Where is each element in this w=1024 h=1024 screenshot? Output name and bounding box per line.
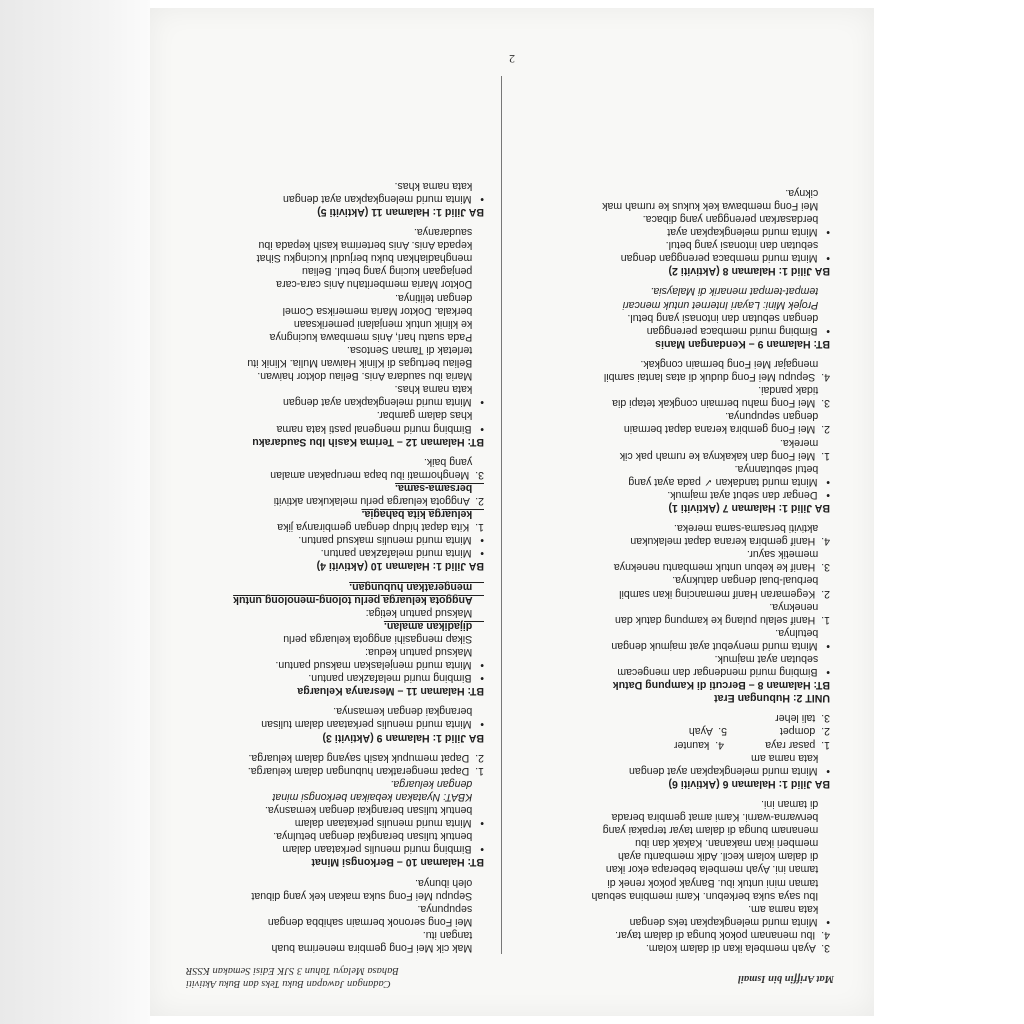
header-book-line-2: Bahasa Melayu Tahun 3 SJK Edisi Semakan KSSR [186,965,399,976]
text-line: • Bimbing murid membaca perenggan [646,324,830,337]
text-line: Maria ibu saudara Anis. Beliau doktor haiwan. [257,370,484,383]
text-line: • Bimbing murid mendengar dan mengecam [617,666,830,679]
text-line: • Minta murid menyebut ayat majmuk dengan [611,639,830,652]
text-line: mengeratkan hubungan. [349,580,484,593]
text-line: 1. pasar raya 4. kaunter [673,738,830,751]
text-line: 4. Ibu menanam pokok bunga di dalam tayar. [615,928,830,941]
section-gap [166,697,484,704]
section-gap [512,514,830,521]
text-line: betulnya. [775,626,830,639]
text-line: betul sebutannya. [734,462,830,475]
text-line: tidak pandai. [758,384,830,397]
text-line: terletak di Taman Sentosa. [346,343,484,356]
text-line: • Minta murid melengkapkan ayat dengan [283,396,484,409]
text-line: BT: Halaman 10 – Berkongsi Minat [311,856,484,869]
text-line: kata nama am [751,751,830,764]
text-line: sebutan ayat majmuk. [714,653,830,666]
text-line: 3. Mei Fong mahu bermain congkak tetapi dia [612,397,830,410]
text-line: berdasarkan perenggan yang dibaca. [642,213,830,226]
text-line: 4. Hanif gembira kerana dapat melakukan [630,535,830,548]
section-gap [166,868,484,875]
text-line: BT: Halaman 11 – Mesranya Keluarga [297,685,484,698]
text-line: kata nama khas. [394,179,484,192]
text-line: Projek Mini: Layari Internet untuk mencari [622,298,830,311]
text-line: BA Jilid 1: Halaman 10 (Aktiviti 4) [316,560,484,573]
text-line: dengan sebutan dan intonasi yang betul. [627,311,830,324]
text-line: tangan itu. [422,928,484,941]
text-line: kata nama am. [748,902,830,915]
text-line: yang baik. [423,455,484,468]
text-line: khas dalam gambar. [376,409,484,422]
text-line: 1. Hanif selalu pulang ke kampung datuk dan [615,613,830,626]
text-line: BT: Halaman 8 – Bercuti di Kampung Datuk [612,679,830,692]
text-line: berangkai dengan kemasnya. [333,705,484,718]
text-line: • Minta murid menulis perkataan dalam tulisan [261,718,484,731]
text-line: • Minta murid tandakan ✓ pada ayat yang [628,475,830,488]
text-line: berkala. Doktor Maria memeriksa Comel [282,304,484,317]
text-line: • Minta murid melengkapkan ayat dengan [629,764,830,777]
text-line: aktiviti bersama-sama mereka. [673,522,830,535]
right-text-column [166,74,484,954]
text-line: • Minta murid menjelaskan maksud pantun. [275,659,484,672]
text-line: taman ini. Ayah membela beberapa ekor ikan [605,863,830,876]
text-line: • Minta murid melafazkan pantun. [320,547,484,560]
text-line: 2. dompet 5. Ayah [688,725,830,738]
section-gap [512,704,830,711]
binding-gutter [0,0,150,1024]
text-line: neneknya. [769,600,830,613]
text-line: UNIT 2: Hubungan Erat [714,692,830,705]
page-header [186,950,834,990]
text-line: Mak cik Mei Fong gembira menerima buah [271,942,484,954]
text-line: sepupunya. [417,902,484,915]
section-gap [166,448,484,455]
text-line: • Bimbing murid mengenal pasti kata nama [276,422,484,435]
text-line: BA Jilid 1: Halaman 11 (Aktiviti 5) [317,206,484,219]
text-line: Anggota keluarga perlu tolong-menolong untuk [233,593,484,606]
text-line: 3. Hanif ke kebun untuk membantu neneknya [613,561,830,574]
text-line: • Minta murid menulis maksud pantun. [298,534,484,547]
page-number: 2 [509,52,515,66]
text-line: saudaranya. [413,226,484,239]
text-line: BA Jilid 1: Halaman 7 (Aktiviti 1) [668,502,830,514]
text-line: keluarga kita bahagia. [361,508,484,521]
text-line: Beliau bertugas di Klinik Haiwan Mulia. Klinik itu [247,357,484,370]
text-line: 2. Dapat memupuk kasih sayang dalam keluarga. [248,751,484,764]
header-book-line-1: Cadangan Jawapan Buku Teks dan Buku Aktiviti [186,978,391,989]
text-line: 2. Anggota keluarga perlu melakukan aktiviti [273,495,484,507]
text-line: berwarna-warni. Kami amat gembira berada [611,811,830,824]
text-line: Pada suatu hari, Anis membawa kucingnya [269,330,484,343]
text-line: • Minta murid membaca perenggan dengan [620,252,830,265]
text-line: sebutan dan intonasi yang betul. [665,239,830,252]
text-line: Doktor Maria memberitahu Anis cara-cara [276,278,484,291]
text-line: mereka. [779,436,830,449]
section-gap [166,572,484,579]
text-line: 1. Dapat mengeratkan hubungan dalam keluarga. [247,764,484,777]
text-line: oleh ibunya. [415,876,484,889]
text-line: 2. Mei Fong gembira kerana dapat bermain [623,423,830,436]
section-gap [512,350,830,357]
text-line: • Minta murid menulis perkataan dalam [294,817,484,830]
text-line: BT: Halaman 12 – Terima Kasih Ibu Saudaraku [252,435,484,448]
text-line: Mei Fong membawa kek kukus ke rumah mak [602,199,830,212]
text-line: • Bimbing murid menulis perkataan dalam [282,843,484,856]
text-line: 3. Menghormati ibu bapa merupakan amalan [270,468,484,481]
text-line: Sepupu Mei Fong suka makan kek yang dibuat [251,889,484,902]
text-line: tempat-tempat menarik di Malaysia. [650,285,830,298]
text-line: • Dengar dan sebut ayat majmuk. [667,488,830,501]
left-text-column [512,74,830,954]
text-line: • Bimbing murid melafazkan pantun. [308,672,484,685]
text-line: BT: Halaman 9 – Kendangan Manis [655,337,830,350]
text-line: bentuk tulisan berangkai dengan betulnya. [273,830,484,843]
text-line: memberi ikan makanan. Kakak dan ibu [635,837,830,850]
text-line: menanam bunga di dalam tayar terpakai yang [602,824,830,837]
text-line: 4. Sepupu Mei Fong duduk di atas lantai sambil [603,371,830,384]
text-line: dengan sepupunya. [725,410,830,423]
header-author: Mat Ariffin bin Ismail [738,973,834,984]
text-line: menghadiahkan buku berjudul Kucingku Sihat [256,252,484,265]
column-divider [501,76,502,954]
header-book-reference [186,964,399,990]
text-line: penjagaan kucing yang betul. Beliau [302,265,484,278]
text-line: ciknya. [785,186,830,199]
text-line: berbual-bual dengan datuknya. [672,574,830,587]
text-line: KBAT: Nyatakan kebaikan berkongsi minat [272,790,484,803]
text-line: mengajar Mei Fong bermain congkak. [640,357,830,370]
text-line: 3. Ayah membela ikan di dalam kolam. [645,942,830,954]
text-line: BA Jilid 1: Halaman 6 (Aktiviti 6) [668,777,830,790]
text-line: 3. tali leher [775,712,830,725]
section-gap [166,218,484,225]
text-line: dengan keluarga. [390,777,484,790]
text-line: dengan telitinya. [395,291,484,304]
text-line: bentuk tulisan berangkai dengan kemasnya. [264,804,484,817]
section-gap [512,277,830,284]
text-line: di dalam kolam kecil. Adik membantu ayah [618,850,830,863]
section-gap [512,790,830,797]
text-line: • Minta murid melengkapkan ayat [667,226,830,239]
text-line: 1. Mei Fong dan kakaknya ke rumah pak cik [619,449,830,462]
text-line: taman mini untuk ibu. Banyak pokok renek di [607,876,830,889]
text-line: 1. Kita dapat hidup dengan gembiranya jika [277,521,484,534]
text-line: Mei Fong seronok bermain sahibba dengan [267,915,484,928]
text-line: di taman ini. [761,797,830,810]
text-line: ke klinik untuk menjalani pemeriksaan [293,317,484,330]
text-line: • Minta murid melengkapkan ayat dengan [283,192,484,205]
upside-down-page-content [150,8,874,1016]
text-line: Maksud pantun kedua: [365,646,484,659]
text-line: kata nama khas. [394,383,484,396]
text-line: Maksud pantun ketiga: [365,606,484,619]
text-line: bersama-sama. [395,481,484,494]
text-line: BA Jilid 1: Halaman 9 (Aktiviti 3) [322,731,484,744]
text-line: Ibu saya suka berkebun. Kami membina sebuah [591,889,830,902]
text-line: BA Jilid 1: Halaman 8 (Aktiviti 2) [668,265,830,278]
text-line: kepada Anis. Anis berterima kasih kepada ibu [258,239,484,252]
text-line: 2. Kegemaran Hanif memancing ikan sambil [619,587,830,600]
text-line: memetik sayur. [746,548,830,561]
text-line: Sikap mengasihi anggota keluarga perlu [283,632,484,645]
text-line: • Minta murid melengkapkan teks dengan [629,915,830,928]
section-gap [166,744,484,751]
text-line: dijadikan amalan. [383,619,484,632]
book-page [150,8,874,1016]
